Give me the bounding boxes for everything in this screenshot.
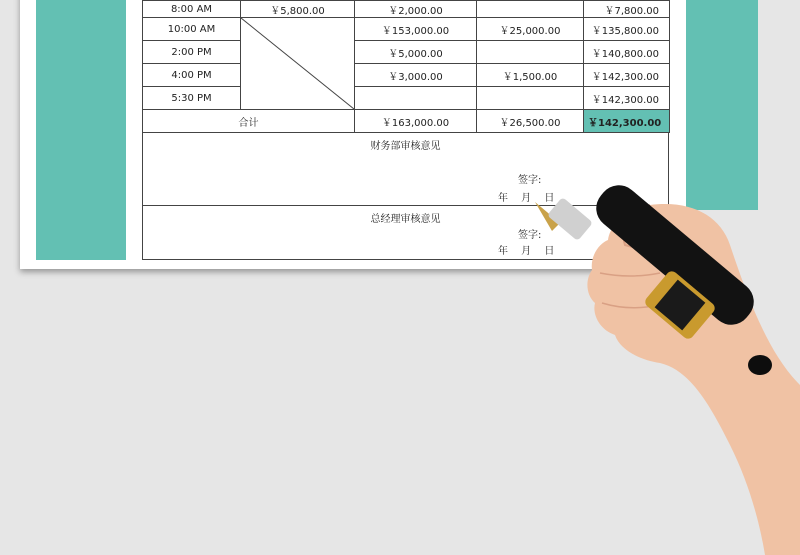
finance-date-label: 年 月 日 — [498, 193, 555, 204]
manager-review-title: 总经理审核意见 — [370, 214, 441, 225]
amount-cell: ￥153,000.00 — [355, 18, 477, 41]
diagonal-empty-cell — [241, 18, 355, 110]
total-label: 合计 — [143, 110, 355, 133]
teal-band-right — [686, 0, 758, 210]
hand-holding-pen-image — [530, 185, 800, 555]
time-cell: 5:30 PM — [143, 87, 241, 110]
amount-cell: ￥1,500.00 — [477, 64, 584, 87]
balance-cell: ￥142,300.00 — [584, 87, 670, 110]
time-cell: 4:00 PM — [143, 64, 241, 87]
table-row — [143, 1, 670, 18]
total-row — [143, 110, 670, 133]
amount-cell — [477, 87, 584, 110]
amount-cell — [355, 87, 477, 110]
total-amount-cell: ￥26,500.00 — [477, 110, 584, 133]
amount-cell — [477, 41, 584, 64]
total-balance-cell: ￥142,300.00 — [584, 110, 670, 133]
ledger-table — [142, 0, 670, 133]
time-cell: 8:00 AM — [143, 1, 241, 18]
amount-cell: ￥2,000.00 — [355, 1, 477, 18]
balance-cell: ￥135,800.00 — [584, 18, 670, 41]
finance-review-title: 财务部审核意见 — [370, 141, 441, 152]
time-cell: 2:00 PM — [143, 41, 241, 64]
amount-cell: ￥5,000.00 — [355, 41, 477, 64]
teal-band-left — [36, 0, 126, 260]
amount-cell: ￥25,000.00 — [477, 18, 584, 41]
manager-date-label: 年 月 日 — [498, 246, 555, 257]
time-cell: 10:00 AM — [143, 18, 241, 41]
amount-cell: ￥5,800.00 — [241, 1, 355, 18]
finance-sign-label: 签字: — [518, 175, 542, 186]
table-row — [143, 18, 670, 41]
balance-cell: ￥140,800.00 — [584, 41, 670, 64]
manager-sign-label: 签字: — [518, 230, 542, 241]
table-row — [143, 87, 670, 110]
balance-cell: ￥7,800.00 — [584, 1, 670, 18]
table-row — [143, 64, 670, 87]
amount-cell — [477, 1, 584, 18]
table-row — [143, 41, 670, 64]
total-amount-cell: ￥163,000.00 — [355, 110, 477, 133]
balance-cell: ￥142,300.00 — [584, 64, 670, 87]
amount-cell: ￥3,000.00 — [355, 64, 477, 87]
